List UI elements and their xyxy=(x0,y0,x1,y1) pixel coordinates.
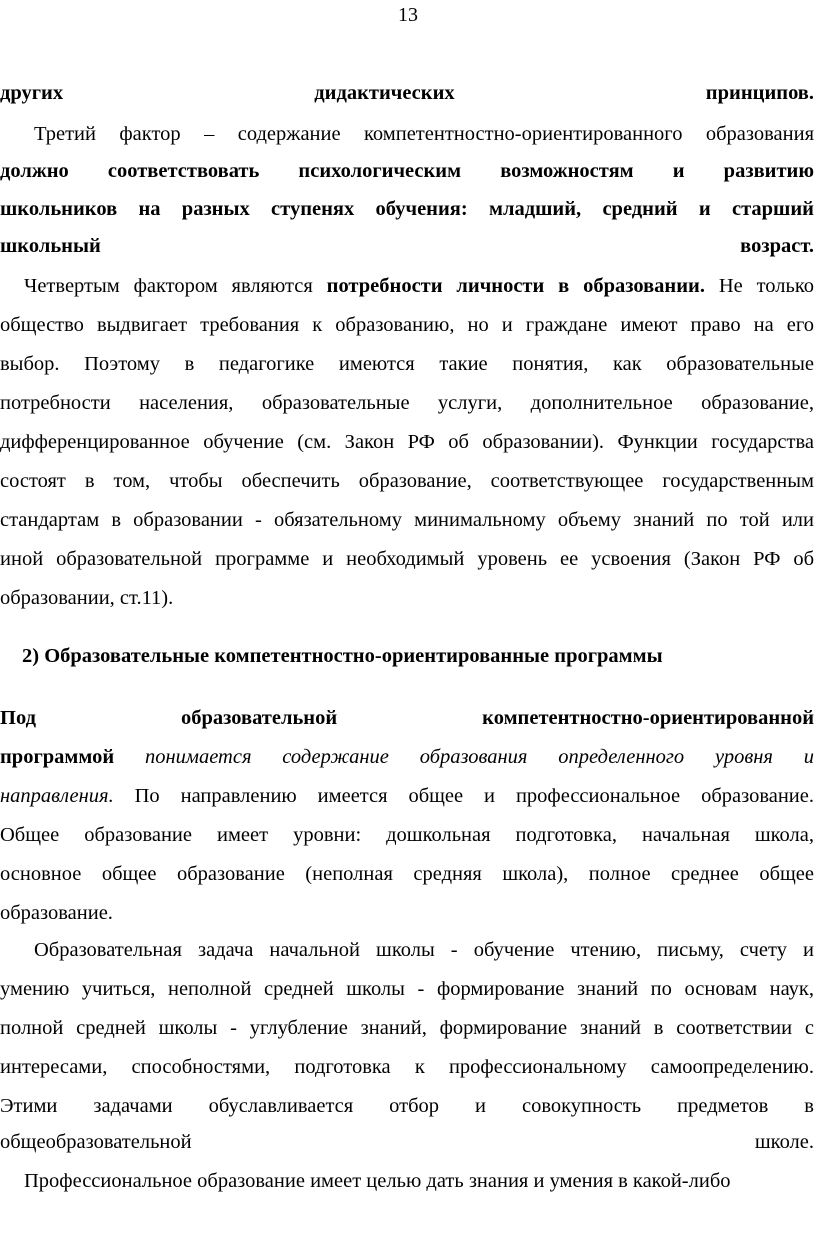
bold-phrase: потребности личности в образовании. xyxy=(326,275,705,297)
text-line: полной средней школы - углубление знаний, формирование знаний в соответствии с xyxy=(0,1017,814,1039)
text-line: общеобразовательной школе. xyxy=(0,1131,814,1153)
text-line: Четвертым фактором являются потребности личности в образовании. Не только xyxy=(24,275,814,297)
text-line: дифференцированное обучение (см. Закон РФ об образовании). Функции государства xyxy=(0,431,814,453)
text-line: Этими задачами обуславливается отбор и совокупность предметов в xyxy=(0,1095,814,1117)
text-line: общество выдвигает требования к образованию, но и граждане имеют право на его xyxy=(0,314,814,336)
text-line: школьников на разных ступенях обучения: младший, средний и старший xyxy=(0,198,814,220)
text-line: потребности населения, образовательные услуги, дополнительное образование, xyxy=(0,392,814,414)
text-line: Под образовательной компетентностно-ориентированной xyxy=(0,707,815,729)
text-line: состоят в том, чтобы обеспечить образование, соответствующее государственным xyxy=(0,470,814,492)
text-line: стандартам в образовании - обязательному минимальному объему знаний по той или xyxy=(0,509,814,531)
text-line xyxy=(0,743,814,771)
section-heading: 2) Образовательные компетентностно-ориентированные программы xyxy=(22,645,663,667)
text-line: выбор. Поэтому в педагогике имеются такие понятия, как образовательные xyxy=(0,353,814,375)
italic-phrase: понимается содержание образования определенного уровня и xyxy=(114,746,814,768)
text-line: интересами, способностями, подготовка к профессиональному самоопределению. xyxy=(0,1056,814,1078)
text-line: умению учиться, неполной средней школы - формирование знаний по основам наук, xyxy=(0,978,814,1000)
text-line: направления. По направлению имеется общее и профессиональное образование. xyxy=(0,785,814,807)
text-line: Образовательная задача начальной школы - обучение чтению, письму, счету и xyxy=(34,939,814,961)
text-line: Общее образование имеет уровни: дошкольная подготовка, начальная школа, xyxy=(0,824,814,846)
text-line: школьный возраст. xyxy=(0,235,814,257)
text-line: образование. xyxy=(0,902,113,924)
text-line: должно соответствовать психологическим возможностям и развитию xyxy=(0,160,814,182)
text-line: иной образовательной программе и необходимый уровень ее усвоения (Закон РФ об xyxy=(0,548,814,570)
page-number: 13 xyxy=(398,4,418,26)
bold-term: программой xyxy=(0,746,115,768)
italic-phrase: направления. xyxy=(0,785,114,807)
text-line: других дидактических принципов. xyxy=(0,82,815,104)
text-line: Третий фактор – содержание компетентностно-ориентированного образования xyxy=(34,123,814,145)
text-line: Профессиональное образование имеет целью дать знания и умения в какой-либо xyxy=(24,1170,731,1192)
text-line: образовании, ст.11). xyxy=(0,587,174,609)
text-line: основное общее образование (неполная средняя школа), полное среднее общее xyxy=(0,863,814,885)
